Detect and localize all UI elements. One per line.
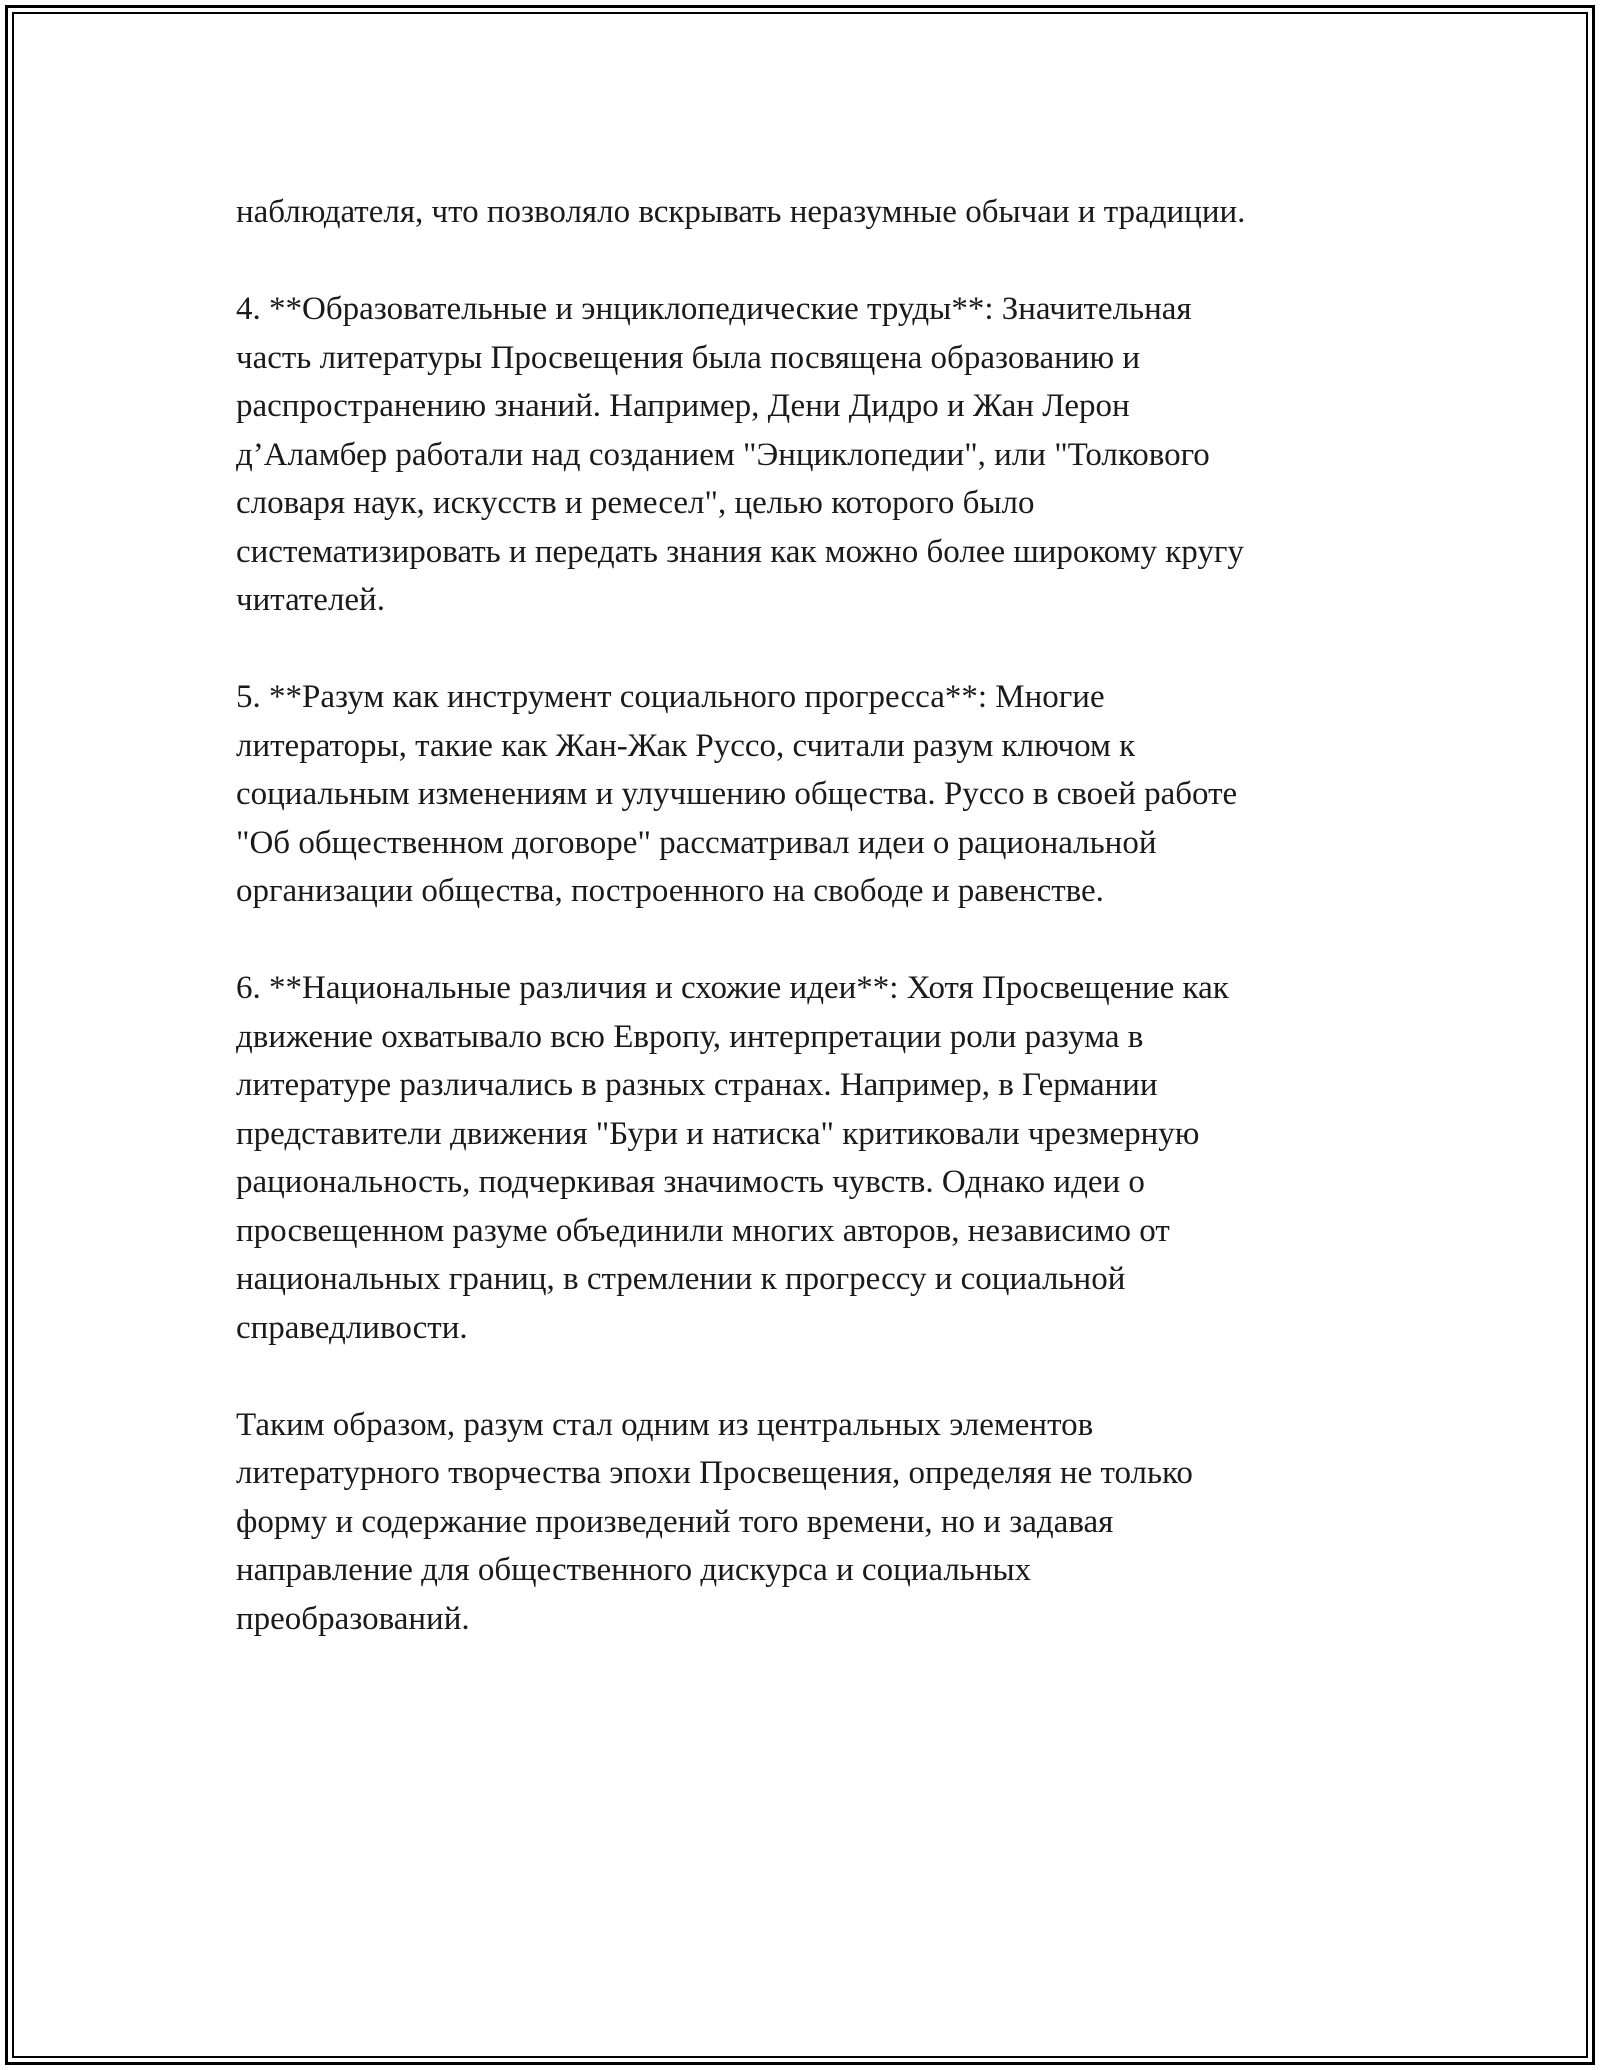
text-line: 6. **Национальные различия и схожие идеи**: Хотя Просвещение как [236, 970, 1229, 1006]
text-line: 4. **Образовательные и энциклопедические труды**: Значительная [236, 291, 1192, 327]
text-line: просвещенном разуме объединили многих авторов, независимо от [236, 1212, 1170, 1249]
document-body [236, 188, 1396, 1692]
text-line: рациональность, подчеркивая значимость чувств. Однако идеи о [236, 1164, 1145, 1200]
paragraph-item-6 [236, 964, 1396, 1352]
text-line: распространению знаний. Например, Дени Дидро и Жан Лерон [236, 388, 1130, 424]
paragraph-intro-continuation [236, 188, 1396, 237]
text-line: преобразований. [236, 1600, 470, 1637]
text-line: направление для общественного дискурса и социальных [236, 1552, 1032, 1588]
text-line: часть литературы Просвещения была посвящена образованию и [236, 339, 1141, 376]
text-line: социальным изменениям и улучшению общества. Руссо в своей работе [236, 776, 1238, 812]
text-line: организации общества, построенного на свободе и равенстве. [236, 873, 1104, 909]
paragraph-item-4 [236, 285, 1396, 625]
text-line: литераторы, такие как Жан-Жак Руссо, считали разум ключом к [236, 727, 1136, 764]
paragraph-conclusion [236, 1401, 1396, 1644]
text-line: форму и содержание произведений того времени, но и задавая [236, 1503, 1114, 1540]
text-line: литературного творчества эпохи Просвещения, определяя не только [236, 1455, 1193, 1491]
paragraph-item-5 [236, 673, 1396, 916]
text-line: словаря наук, искусств и ремесел", целью которого было [236, 485, 1035, 521]
text-line: "Об общественном договоре" рассматривал идеи о рациональной [236, 824, 1157, 861]
text-line: систематизировать и передать знания как можно более широкому кругу [236, 533, 1244, 570]
text-line: справедливости. [236, 1309, 468, 1346]
text-line: представители движения "Бури и натиска" критиковали чрезмерную [236, 1115, 1200, 1152]
text-line: 5. **Разум как инструмент социального прогресса**: Многие [236, 679, 1105, 715]
text-line: Таким образом, разум стал одним из центральных элементов [236, 1406, 1094, 1443]
text-line: наблюдателя, что позволяло вскрывать неразумные обычаи и традиции. [236, 194, 1246, 230]
text-line: д’Аламбер работали над созданием "Энциклопедии", или "Толкового [236, 436, 1210, 473]
text-line: национальных границ, в стремлении к прогрессу и социальной [236, 1261, 1126, 1297]
text-line: читателей. [236, 582, 385, 618]
text-line: движение охватывало всю Европу, интерпретации роли разума в [236, 1018, 1144, 1055]
text-line: литературе различались в разных странах. Например, в Германии [236, 1067, 1158, 1103]
